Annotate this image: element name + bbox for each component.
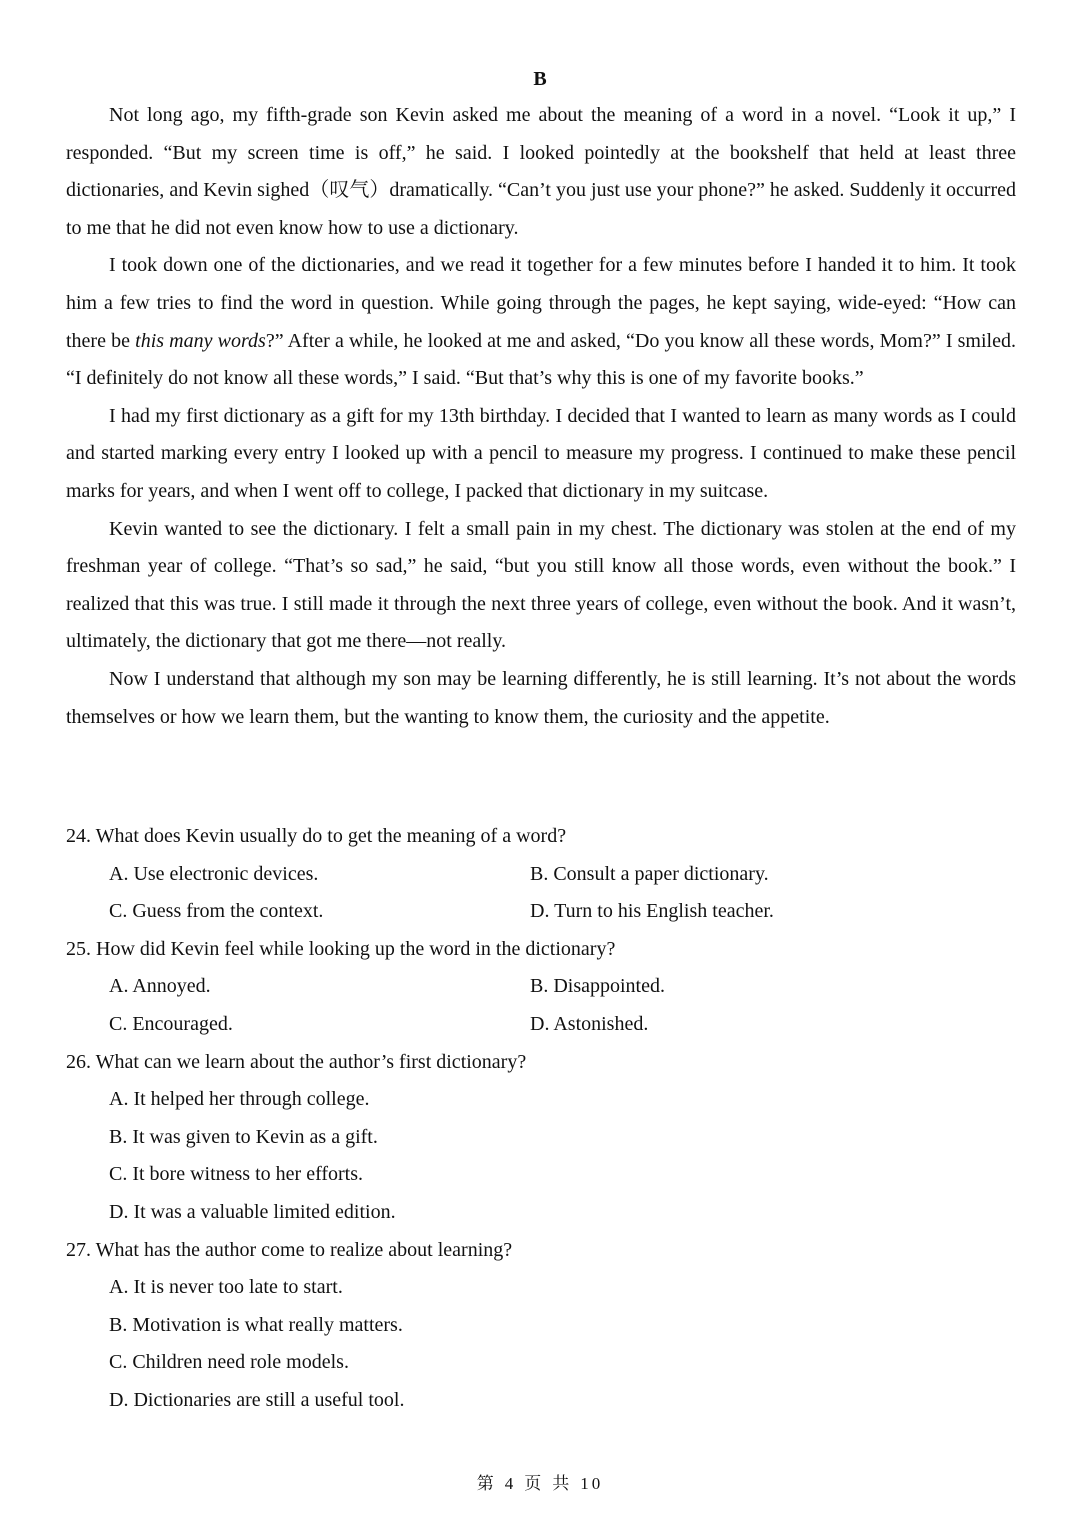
page-label-ye: 页 <box>524 1474 545 1493</box>
option-d: D. Astonished. <box>530 1012 649 1035</box>
option-row <box>66 893 1016 931</box>
passage-paragraph-5: Now I understand that although my son may be learning differently, he is still learning. It’s not about the words themselves or how we learn them, but the wanting to know them, the curiosity and the appetite. <box>66 667 1016 728</box>
passage-paragraph-2-start: I took down one of the dictionaries, and we read it together for a few minutes before I handed it to him. It took him a few tries to find the word in question. While going through the pages, he kept saying, wide-eyed: “How can there be <box>66 254 1016 352</box>
section-title: B <box>533 68 547 90</box>
option-d: D. Turn to his English teacher. <box>530 900 774 923</box>
question-26 <box>66 1044 1016 1232</box>
question-stem: 25. How did Kevin feel while looking up the word in the dictionary? <box>66 937 616 960</box>
passage-italic-phrase: this many words <box>135 329 266 352</box>
total-pages: 10 <box>580 1474 604 1493</box>
page-footer <box>0 1472 1080 1496</box>
passage-paragraph-1: Not long ago, my fifth-grade son Kevin asked me about the meaning of a word in a novel. “Look it up,” I responded. “But my screen time is off,” he said. I looked pointedly at the bookshelf that held at least three dictionaries, and Kevin sighed（叹气）dramatically. “Can’t you just use your phone?” he asked. Suddenly it occurred to me that he did not even know how to use a dictionary. <box>66 104 1016 239</box>
question-25 <box>66 931 1016 1044</box>
page-label-gong: 共 <box>552 1474 573 1493</box>
passage-paragraph-4: Kevin wanted to see the dictionary. I felt a small pain in my chest. The dictionary was stolen at the end of my freshman year of college. “That’s so sad,” he said, “but you still know all those words, even without the book.” I realized that this was true. I still made it through the next three years of college, even without the book. And it wasn’t, ultimately, the dictionary that got me there—not really. <box>66 517 1016 653</box>
page-number: 4 <box>504 1474 517 1493</box>
option-c: C. Encouraged. <box>109 1012 233 1035</box>
question-stem: 24. What does Kevin usually do to get the meaning of a word? <box>66 825 567 847</box>
option-c: C. Guess from the context. <box>109 900 324 923</box>
option-a: A. Annoyed. <box>109 975 211 998</box>
option-a: A. It helped her through college. <box>109 1088 370 1111</box>
reading-passage <box>66 97 1016 736</box>
question-list <box>66 818 1016 1420</box>
question-24 <box>66 818 1016 931</box>
option-b: B. Motivation is what really matters. <box>109 1313 403 1336</box>
option-row <box>66 856 1016 894</box>
option-b: B. Consult a paper dictionary. <box>530 862 769 885</box>
option-c: C. Children need role models. <box>109 1351 349 1374</box>
option-a: A. It is never too late to start. <box>109 1276 343 1299</box>
option-b: B. Disappointed. <box>530 975 665 998</box>
question-27 <box>66 1232 1016 1420</box>
question-stem: 27. What has the author come to realize about learning? <box>66 1238 513 1261</box>
option-d: D. It was a valuable limited edition. <box>109 1200 396 1223</box>
option-row <box>66 968 1016 1006</box>
question-stem: 26. What can we learn about the author’s first dictionary? <box>66 1050 527 1073</box>
option-d: D. Dictionaries are still a useful tool. <box>109 1388 405 1411</box>
option-b: B. It was given to Kevin as a gift. <box>109 1125 378 1148</box>
passage-paragraph-3: I had my first dictionary as a gift for my 13th birthday. I decided that I wanted to learn as many words as I could and started marking every entry I looked up with a pencil to measure my progress. I continued to make these pencil marks for years, and when I went off to college, I packed that dictionary in my suitcase. <box>66 404 1016 502</box>
passage-paragraph-2 <box>66 247 1016 397</box>
option-a: A. Use electronic devices. <box>109 862 319 885</box>
passage-paragraph-2-end: ?” After a while, he looked at me and asked, “Do you know all these words, Mom?” I smiled. “I definitely do not know all these words,” I said. “But that’s why this is one of my favorite books.” <box>66 329 1016 390</box>
page-label-di: 第 <box>476 1474 497 1493</box>
option-row <box>66 1006 1016 1044</box>
option-c: C. It bore witness to her efforts. <box>109 1163 364 1186</box>
